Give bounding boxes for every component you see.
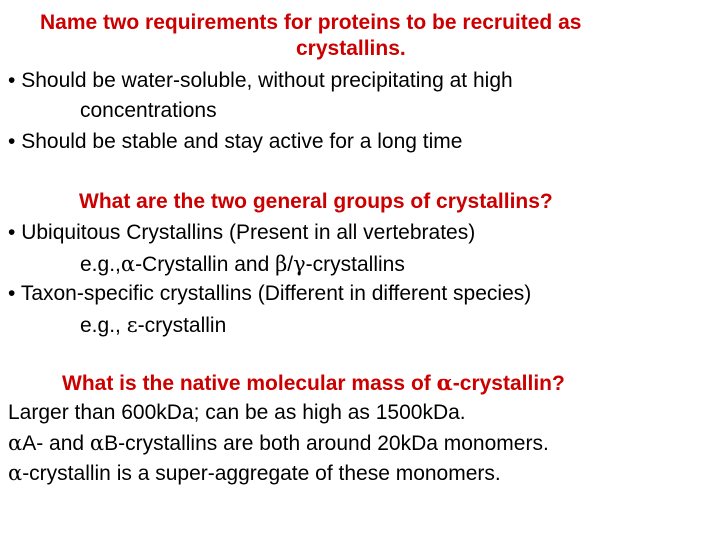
slash: / bbox=[287, 253, 294, 276]
alpha-symbol: α bbox=[8, 461, 23, 485]
question-2: What are the two general groups of crystallins? bbox=[79, 190, 553, 213]
example-prefix: e.g., bbox=[80, 253, 121, 276]
bullet: • bbox=[8, 221, 16, 244]
example-suffix: -crystallins bbox=[305, 253, 405, 276]
example-1 bbox=[80, 251, 405, 278]
question-3-prefix: What is the native molecular mass of bbox=[62, 372, 437, 395]
answer-line-2 bbox=[8, 430, 549, 457]
answer-line-3 bbox=[8, 460, 501, 487]
question-3-suffix: -crystallin? bbox=[452, 372, 565, 395]
item-text: Should be water-soluble, without precipitating at high bbox=[21, 69, 513, 92]
item-text: Should be stable and stay active for a long time bbox=[21, 130, 463, 153]
question-3 bbox=[62, 370, 565, 397]
bullet-item-3 bbox=[8, 220, 475, 246]
item-text: Ubiquitous Crystallins (Present in all vertebrates) bbox=[21, 221, 476, 244]
alpha-symbol: α bbox=[8, 431, 23, 455]
example-suffix: -crystallin bbox=[137, 314, 227, 337]
answer-text: -crystallin is a super-aggregate of these monomers. bbox=[22, 462, 501, 485]
question-1-line-2: crystallins. bbox=[296, 37, 406, 60]
answer-line-1: Larger than 600kDa; can be as high as 1500kDa. bbox=[8, 401, 466, 424]
alpha-symbol: α bbox=[89, 431, 105, 455]
bullet: • bbox=[8, 69, 16, 92]
bullet-item-1 bbox=[8, 68, 513, 94]
bullet-item-2 bbox=[8, 129, 462, 155]
item-text: Taxon-specific crystallins (Different in different species) bbox=[20, 282, 532, 305]
example-prefix: e.g., bbox=[80, 314, 127, 337]
epsilon-symbol: ε bbox=[126, 313, 138, 337]
answer-text: A- and bbox=[22, 432, 90, 455]
beta-symbol: β bbox=[275, 252, 288, 276]
alpha-symbol: α bbox=[436, 370, 453, 395]
example-2 bbox=[80, 312, 226, 339]
example-mid: -Crystallin and bbox=[135, 253, 276, 276]
bullet-item-1-continuation: concentrations bbox=[80, 99, 217, 122]
bullet: • bbox=[8, 282, 16, 305]
question-1-line-1: Name two requirements for proteins to be recruited as bbox=[40, 11, 582, 34]
answer-text: B-crystallins are both around 20kDa monomers. bbox=[104, 432, 549, 455]
gamma-symbol: γ bbox=[293, 252, 306, 276]
alpha-symbol: α bbox=[120, 252, 136, 276]
bullet-item-4 bbox=[8, 281, 531, 307]
bullet: • bbox=[8, 130, 16, 153]
